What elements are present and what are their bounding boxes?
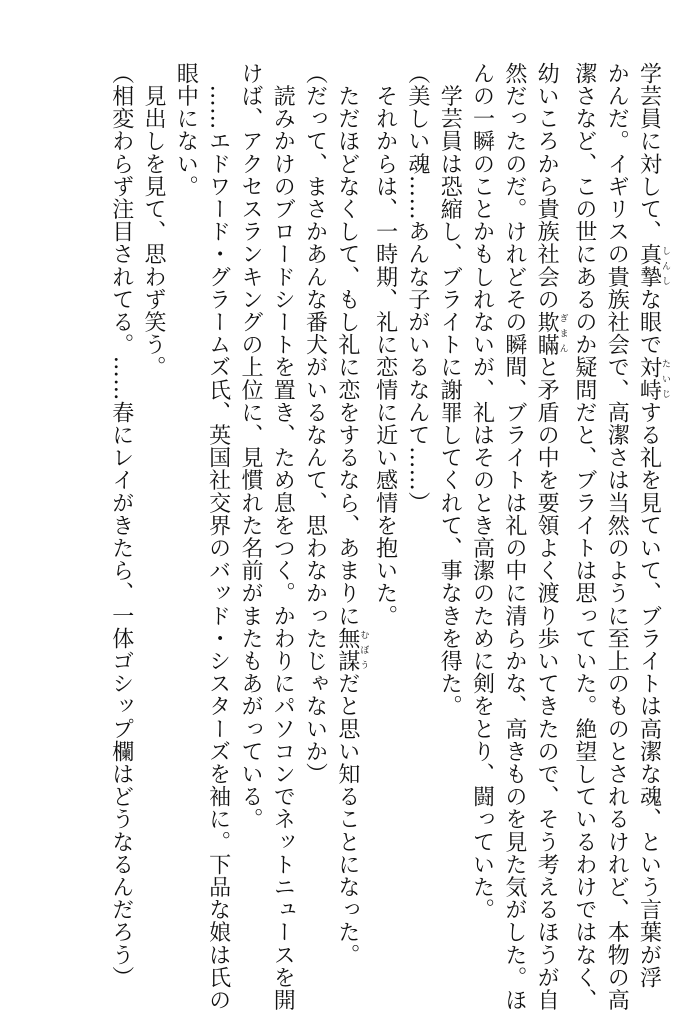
text-run: んの一瞬のことかもしれないが、礼はそのとき高潔のために剣をとり、闘っていた。 — [469, 62, 495, 921]
ruby-reading: たいじ — [660, 355, 670, 402]
ruby-base: 真摯 — [636, 242, 662, 289]
ruby-reading: むぼう — [358, 627, 369, 673]
text-run: （相変わらず注目されてる。……春にレイがきたら、一体ゴシップ欄はどうなるんだろう） — [108, 62, 134, 989]
paragraph-line — [201, 62, 233, 1012]
text-run: 潔さなど、この世にあるのか疑問だと、ブライトは思っていた。絶望しているわけではなく、 — [571, 62, 597, 1012]
ruby-base: 対峙 — [636, 355, 662, 402]
paragraph-line — [568, 62, 600, 1012]
text-run: する礼を見ていて、ブライトは高潔な魂、という言葉が浮 — [636, 401, 662, 989]
text-run: それからは、一時期、礼に恋情に近い感情を抱いた。 — [372, 62, 398, 627]
text-run: 眼中にない。 — [173, 62, 199, 198]
ruby-reading: ぎまん — [557, 310, 568, 356]
text-run: な眼で — [636, 288, 662, 356]
text-run: と矛盾の中を要領よく渡り歩いてきたので、そう考えるほうが自 — [534, 355, 560, 1012]
ruby-word — [636, 355, 670, 402]
paragraph-line — [298, 62, 330, 962]
text-run: 読みかけのブロードシートを置き、ため息をつく。かわりにパソコンでネットニュースを開 — [270, 62, 296, 1012]
text-run: ただほどなくして、もし礼に恋をするなら、あまりに — [334, 62, 360, 627]
paragraph-line — [137, 62, 169, 962]
text-run: だと思い知ることになった。 — [334, 672, 360, 967]
text-run: （美しい魂……あんな子がいるなんて……） — [404, 62, 430, 514]
paragraph-line — [632, 62, 670, 989]
text-run: 見出しを見て、思わず笑う。 — [141, 62, 167, 379]
ruby-word — [636, 242, 670, 289]
text-run: 幼いころから貴族社会の — [534, 62, 560, 311]
paragraph-line — [401, 62, 433, 962]
paragraph-line — [331, 62, 369, 967]
paragraph-line — [169, 62, 201, 962]
ruby-word — [534, 310, 568, 356]
paragraph-line — [530, 62, 568, 1012]
paragraph-line — [104, 62, 136, 989]
paragraph-line — [266, 62, 298, 1012]
text-run: （だって、まさかあんな番犬がいるなんて、思わなかったじゃないか） — [302, 62, 328, 786]
text-run: かんだ。イギリスの貴族社会で、高潔さは当然のように至上のものとされるけれど、本物の高 — [604, 62, 630, 1012]
text-run: 然だったのだ。けれどその瞬間、ブライトは礼の中に清らかな、高きものを見た気がした。ほ — [501, 62, 527, 1012]
paragraph-line — [433, 62, 465, 962]
text-run: けば、アクセスランキングの上位に、見慣れた名前がまたもあがっている。 — [237, 62, 263, 831]
ruby-base: 無謀 — [334, 627, 360, 673]
paragraph-line — [465, 62, 497, 962]
vertical-text-body — [104, 62, 670, 1012]
paragraph-line — [368, 62, 400, 962]
text-run: 学芸員は恐縮し、ブライトに謝罪してくれて、事なきを得た。 — [437, 62, 463, 718]
text-run: ……エドワード・グラームズ氏、英国社交界のバッド・シスターズを袖に。下品な娘は氏の — [205, 62, 231, 1012]
text-run: 学芸員に対して、 — [636, 62, 662, 243]
paragraph-line — [600, 62, 632, 1012]
ruby-reading: しんし — [660, 242, 670, 289]
paragraph-line — [498, 62, 530, 1012]
ruby-word — [334, 627, 369, 673]
paragraph-line — [234, 62, 266, 962]
ruby-base: 欺瞞 — [534, 310, 560, 356]
